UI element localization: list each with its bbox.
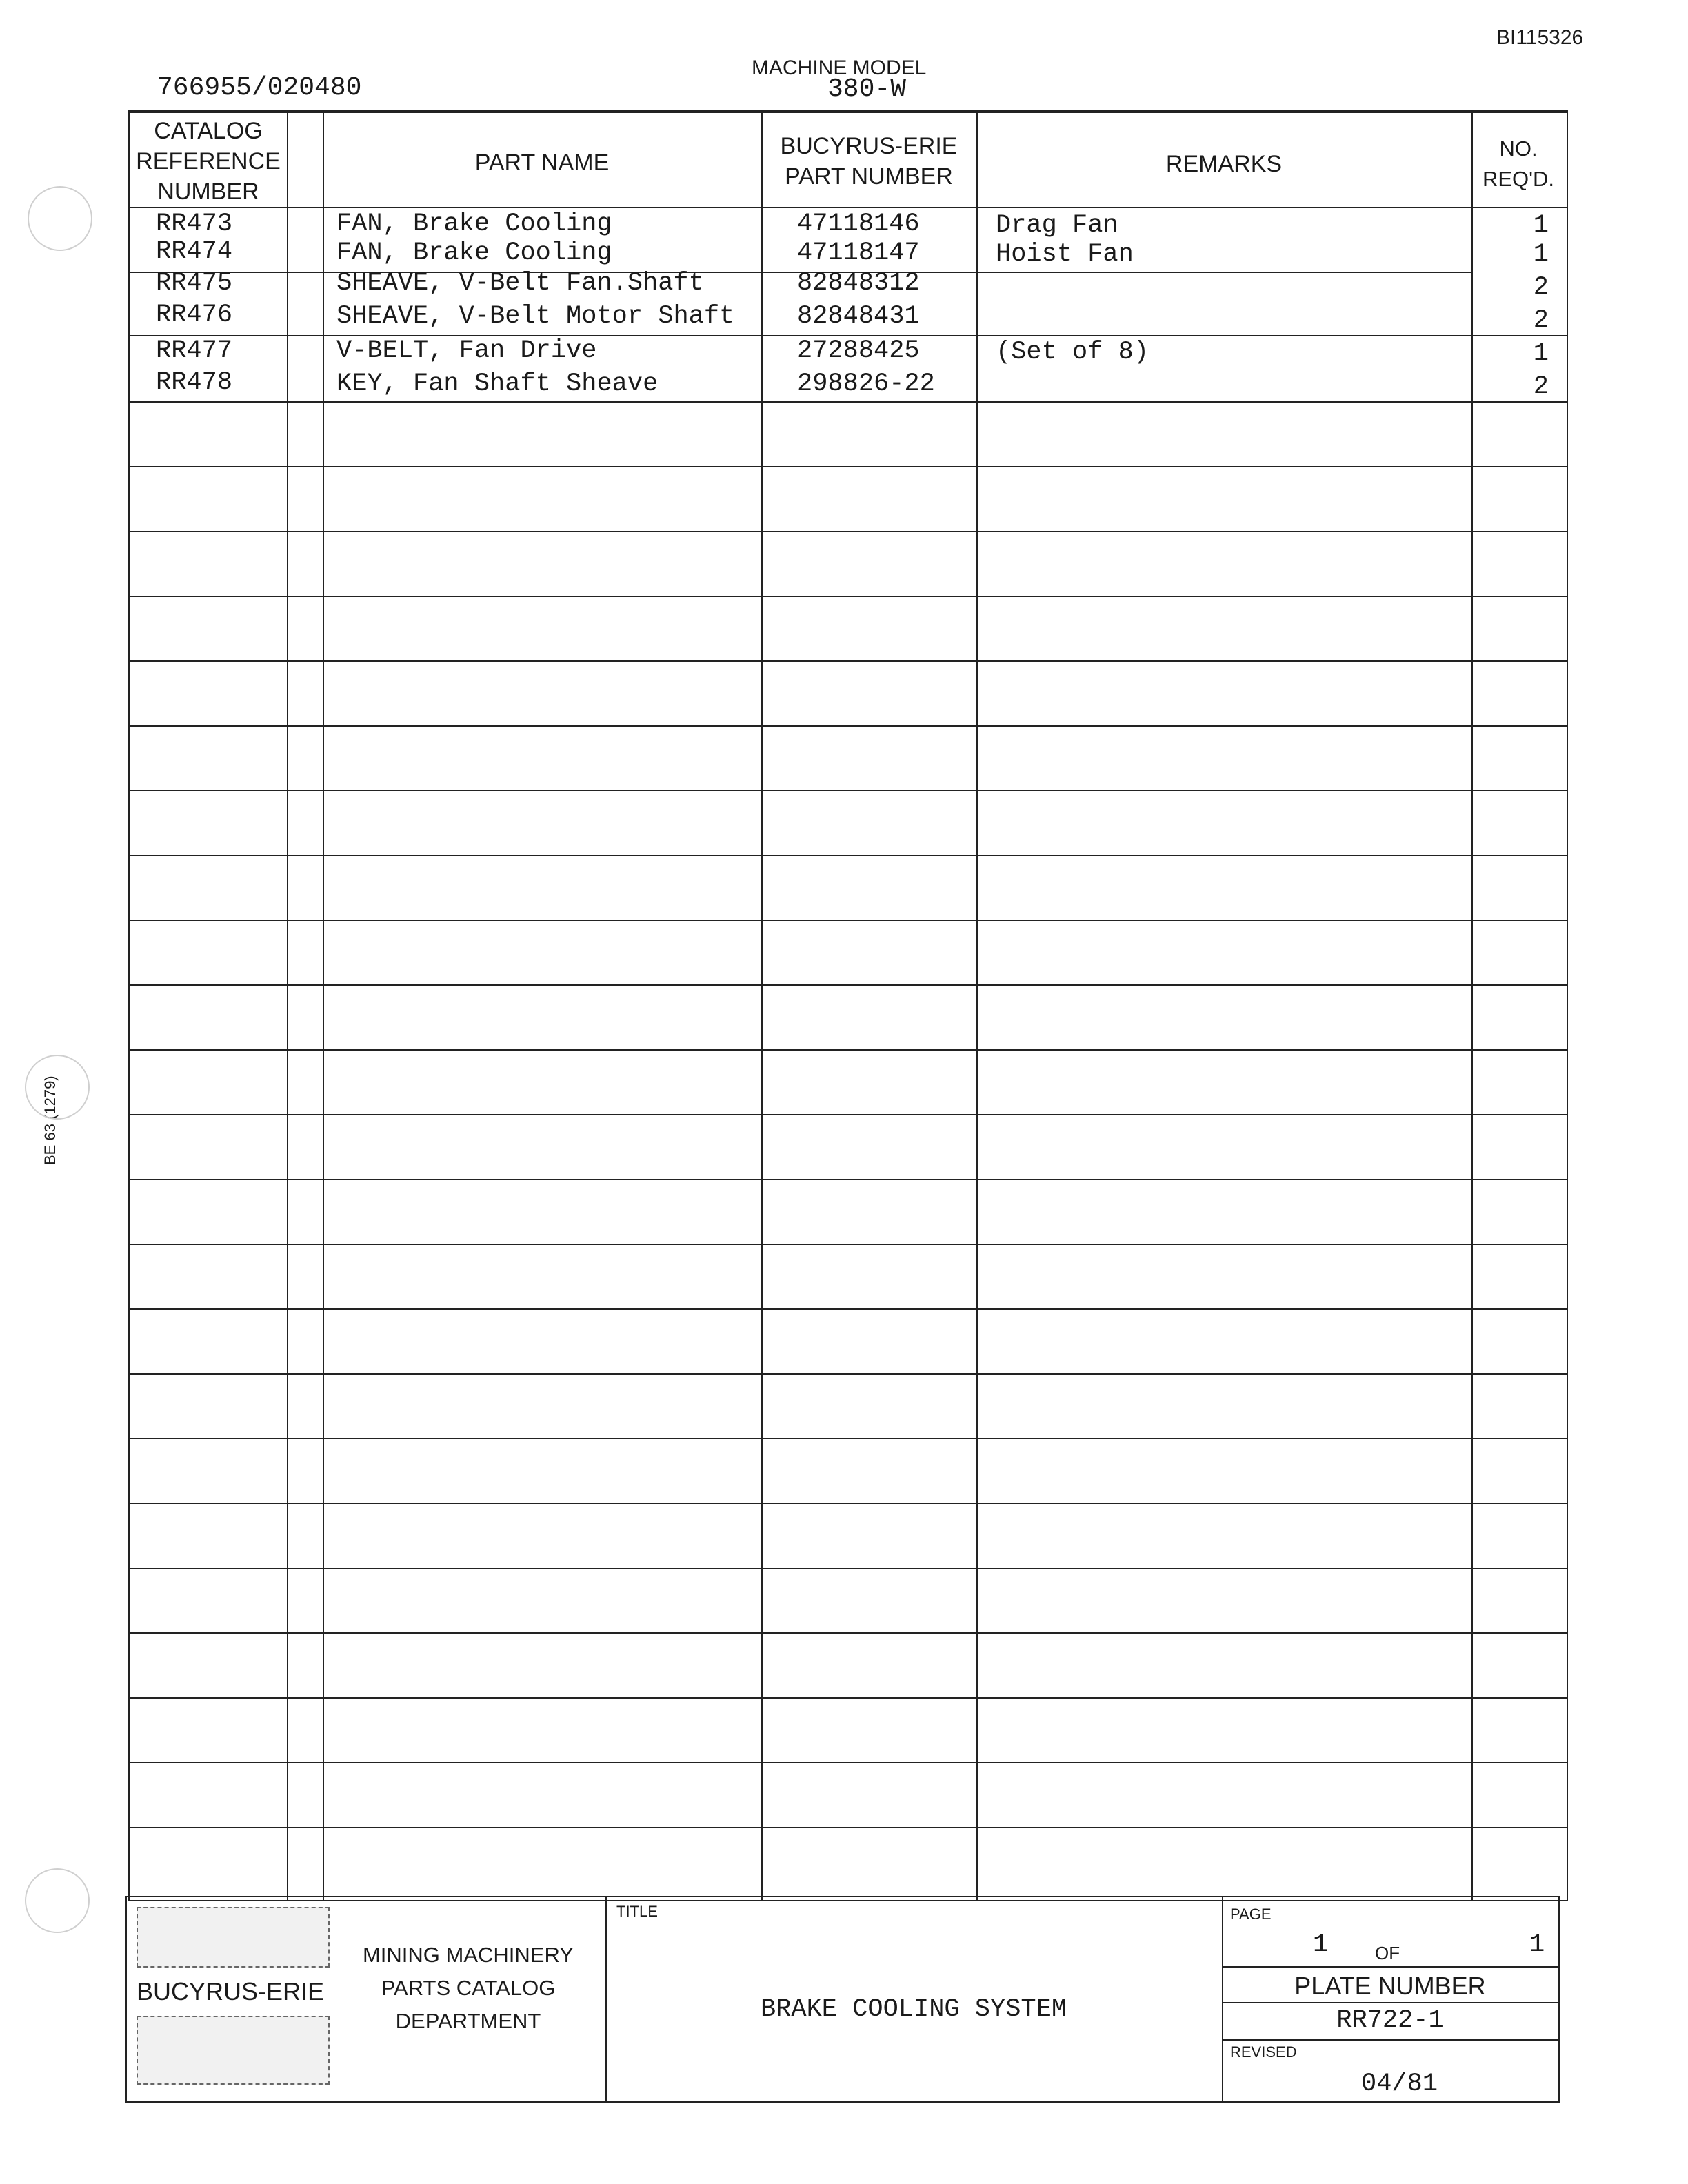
row-rule	[130, 920, 1567, 921]
header-qty: NO. REQ'D.	[1482, 136, 1555, 191]
part-qty: 2	[1533, 306, 1549, 335]
row-rule	[130, 596, 1567, 597]
punch-hole	[25, 1055, 90, 1120]
part-number: 47118146	[797, 210, 920, 239]
row-rule	[130, 1373, 1567, 1375]
part-number: 82848312	[797, 269, 920, 298]
page-of-label: OF	[1375, 1943, 1400, 1963]
punch-hole	[28, 186, 92, 251]
row-rule	[130, 531, 1567, 532]
part-qty: 1	[1533, 240, 1549, 269]
row-rule	[1222, 2002, 1558, 2003]
part-name: SHEAVE, V-Belt Fan.Shaft	[336, 269, 704, 298]
title-label: TITLE	[616, 1903, 658, 1920]
header-part-number: BUCYRUS-ERIE PART NUMBER	[780, 133, 958, 190]
row-rule	[130, 1438, 1567, 1439]
part-ref: RR475	[156, 269, 233, 298]
part-qty: 1	[1533, 339, 1549, 368]
part-name: V-BELT, Fan Drive	[336, 336, 597, 365]
row-rule	[130, 466, 1567, 467]
plate-number-label: PLATE NUMBER	[1294, 1972, 1486, 2000]
revised-date: 04/81	[1361, 2070, 1438, 2099]
row-rule	[130, 725, 1567, 727]
page-label: PAGE	[1230, 1905, 1272, 1923]
part-name: FAN, Brake Cooling	[336, 239, 612, 267]
company-logo	[137, 1907, 330, 1968]
header-catalog-ref: CATALOG REFERENCE NUMBER	[136, 118, 281, 205]
punch-hole	[25, 1868, 90, 1933]
document-id: BI115326	[1496, 26, 1584, 49]
part-ref: RR476	[156, 301, 233, 330]
row-rule	[130, 790, 1567, 791]
plate-number: RR722-1	[1336, 2006, 1444, 2035]
title-block	[125, 1896, 1560, 2103]
document-title: BRAKE COOLING SYSTEM	[760, 1995, 1067, 2024]
part-number: 47118147	[797, 239, 920, 267]
part-name: KEY, Fan Shaft Sheave	[336, 370, 659, 398]
part-number: 27288425	[797, 336, 920, 365]
form-code: BE 63 (1279)	[41, 1075, 59, 1165]
part-qty: 2	[1533, 372, 1549, 401]
part-number: 82848431	[797, 302, 920, 331]
department-line-1: MINING MACHINERY	[362, 1943, 574, 1967]
part-ref: RR473	[156, 210, 233, 239]
reference-code: 766955/020480	[157, 73, 362, 103]
row-rule	[130, 401, 1567, 403]
parts-table	[128, 110, 1568, 1901]
row-rule	[130, 660, 1567, 662]
row-rule	[130, 1568, 1567, 1569]
company-name: BUCYRUS-ERIE	[137, 1977, 325, 2005]
row-rule	[130, 1697, 1567, 1699]
row-rule	[130, 1179, 1567, 1180]
part-remarks: Drag Fan	[996, 211, 1118, 240]
header-remarks: REMARKS	[1165, 151, 1283, 177]
row-rule	[1222, 2039, 1558, 2041]
header-part-name: PART NAME	[474, 150, 610, 176]
row-rule	[130, 1114, 1567, 1115]
row-rule	[130, 1503, 1567, 1504]
row-rule	[130, 1632, 1567, 1634]
part-qty: 1	[1533, 211, 1549, 240]
machine-model-value: 380-W	[827, 74, 907, 104]
part-remarks: (Set of 8)	[996, 338, 1149, 367]
part-remarks: Hoist Fan	[996, 240, 1134, 269]
row-rule	[130, 1827, 1567, 1828]
page-current: 1	[1313, 1930, 1329, 1959]
company-logo	[137, 2016, 330, 2085]
part-name: SHEAVE, V-Belt Motor Shaft	[336, 302, 735, 331]
part-name: FAN, Brake Cooling	[336, 210, 612, 239]
page-total: 1	[1529, 1930, 1545, 1959]
department-line-2: PARTS CATALOG	[381, 1976, 556, 2000]
part-ref: RR477	[156, 336, 233, 365]
row-rule	[130, 984, 1567, 986]
department-line-3: DEPARTMENT	[395, 2009, 541, 2033]
revised-label: REVISED	[1230, 2043, 1297, 2061]
header-rule	[130, 207, 1567, 208]
row-rule	[1222, 1966, 1558, 1968]
row-rule	[130, 855, 1567, 856]
row-rule	[130, 1049, 1567, 1051]
part-qty: 2	[1533, 273, 1549, 302]
machine-model-label: MACHINE MODEL	[752, 57, 927, 79]
part-number: 298826-22	[797, 370, 935, 398]
row-rule	[130, 1244, 1567, 1245]
row-rule	[130, 1762, 1567, 1763]
part-ref: RR478	[156, 368, 233, 397]
row-rule	[130, 1308, 1567, 1310]
part-ref: RR474	[156, 237, 233, 266]
